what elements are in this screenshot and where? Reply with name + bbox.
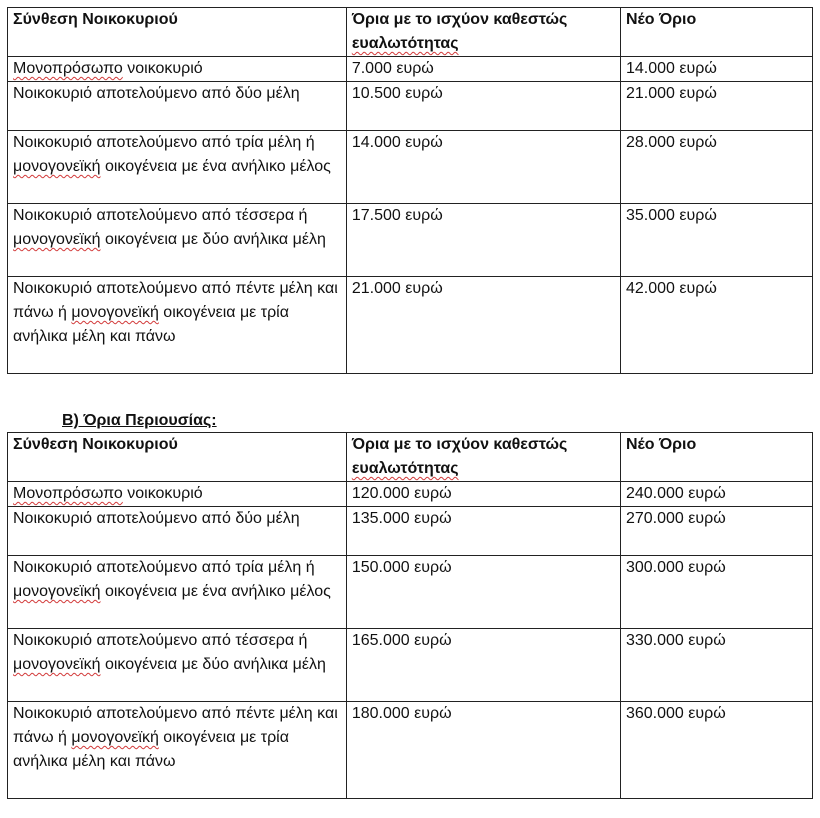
new-limit-cell: 300.000 ευρώ	[620, 556, 812, 629]
current-limit-cell: 135.000 ευρώ	[346, 507, 620, 556]
table-row	[8, 556, 813, 629]
table-row	[8, 204, 813, 277]
new-limit-cell: 330.000 ευρώ	[620, 629, 812, 702]
table-row	[8, 507, 813, 556]
section-title-asset-limits: Β) Όρια Περιουσίας:	[62, 412, 217, 429]
header-new-limit: Νέο Όριο	[620, 8, 812, 57]
composition-cell: Νοικοκυριό αποτελούμενο από δύο μέλη	[8, 507, 347, 556]
table-row	[8, 702, 813, 799]
table-row	[8, 482, 813, 507]
new-limit-cell: 360.000 ευρώ	[620, 702, 812, 799]
current-limit-cell: 10.500 ευρώ	[346, 82, 620, 131]
composition-cell: Νοικοκυριό αποτελούμενο από πέντε μέλη και πάνω ή μονογονεϊκή οικογένεια με τρία ανήλικα μέλη και πάνω	[8, 277, 347, 374]
table-row	[8, 57, 813, 82]
new-limit-cell: 28.000 ευρώ	[620, 131, 812, 204]
table-row	[8, 82, 813, 131]
table-row	[8, 277, 813, 374]
header-composition: Σύνθεση Νοικοκυριού	[8, 433, 347, 482]
header-current-limit: Όρια με το ισχύον καθεστώς ευαλωτότητας	[346, 433, 620, 482]
header-new-limit: Νέο Όριο	[620, 433, 812, 482]
current-limit-cell: 21.000 ευρώ	[346, 277, 620, 374]
new-limit-cell: 21.000 ευρώ	[620, 82, 812, 131]
current-limit-cell: 14.000 ευρώ	[346, 131, 620, 204]
current-limit-cell: 120.000 ευρώ	[346, 482, 620, 507]
current-limit-cell: 180.000 ευρώ	[346, 702, 620, 799]
table-row	[8, 629, 813, 702]
composition-cell: Μονοπρόσωπο νοικοκυριό	[8, 482, 347, 507]
new-limit-cell: 270.000 ευρώ	[620, 507, 812, 556]
income-limits-table	[7, 7, 813, 374]
table-header-row	[8, 8, 813, 57]
composition-cell: Μονοπρόσωπο νοικοκυριό	[8, 57, 347, 82]
new-limit-cell: 42.000 ευρώ	[620, 277, 812, 374]
composition-cell: Νοικοκυριό αποτελούμενο από τέσσερα ή μονογονεϊκή οικογένεια με δύο ανήλικα μέλη	[8, 204, 347, 277]
composition-cell: Νοικοκυριό αποτελούμενο από τρία μέλη ή μονογονεϊκή οικογένεια με ένα ανήλικο μέλος	[8, 131, 347, 204]
current-limit-cell: 165.000 ευρώ	[346, 629, 620, 702]
composition-cell: Νοικοκυριό αποτελούμενο από δύο μέλη	[8, 82, 347, 131]
header-current-limit: Όρια με το ισχύον καθεστώς ευαλωτότητας	[346, 8, 620, 57]
table-header-row	[8, 433, 813, 482]
current-limit-cell: 17.500 ευρώ	[346, 204, 620, 277]
new-limit-cell: 35.000 ευρώ	[620, 204, 812, 277]
current-limit-cell: 7.000 ευρώ	[346, 57, 620, 82]
header-composition: Σύνθεση Νοικοκυριού	[8, 8, 347, 57]
asset-limits-table	[7, 432, 813, 799]
composition-cell: Νοικοκυριό αποτελούμενο από τρία μέλη ή μονογονεϊκή οικογένεια με ένα ανήλικο μέλος	[8, 556, 347, 629]
table-row	[8, 131, 813, 204]
composition-cell: Νοικοκυριό αποτελούμενο από πέντε μέλη και πάνω ή μονογονεϊκή οικογένεια με τρία ανήλικα μέλη και πάνω	[8, 702, 347, 799]
new-limit-cell: 240.000 ευρώ	[620, 482, 812, 507]
current-limit-cell: 150.000 ευρώ	[346, 556, 620, 629]
composition-cell: Νοικοκυριό αποτελούμενο από τέσσερα ή μονογονεϊκή οικογένεια με δύο ανήλικα μέλη	[8, 629, 347, 702]
new-limit-cell: 14.000 ευρώ	[620, 57, 812, 82]
